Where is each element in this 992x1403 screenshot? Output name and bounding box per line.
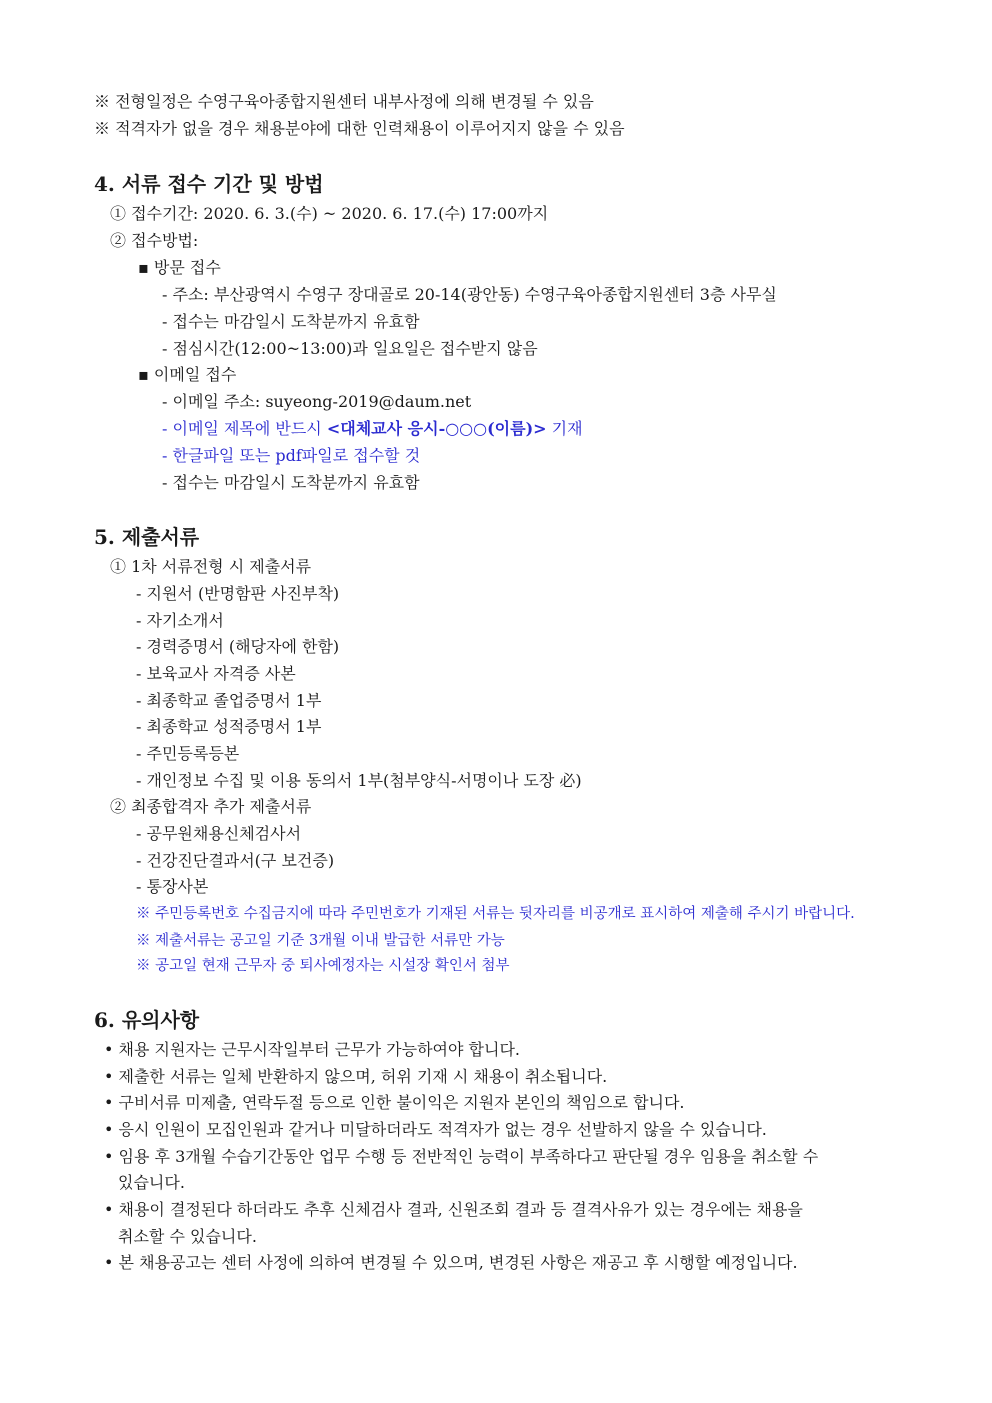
first-round-item: - 보육교사 자격증 사본 — [136, 664, 296, 683]
first-round-item: - 주민등록등본 — [136, 744, 240, 763]
caution-item-continued: 있습니다. — [118, 1173, 185, 1192]
visit-deadline: - 접수는 마감일시 도착분까지 유효함 — [162, 312, 420, 331]
first-round-item: - 최종학교 졸업증명서 1부 — [136, 691, 322, 710]
email-file-format: - 한글파일 또는 pdf파일로 접수할 것 — [162, 446, 421, 465]
email-label: ▪ 이메일 접수 — [138, 365, 237, 384]
first-round-item: - 개인정보 수집 및 이용 동의서 1부(첨부양식-서명이나 도장 必) — [136, 771, 582, 790]
final-round-item: - 통장사본 — [136, 877, 209, 896]
first-round-item: - 자기소개서 — [136, 611, 224, 630]
email-deadline: - 접수는 마감일시 도착분까지 유효함 — [162, 473, 420, 492]
section-5-title: 5. 제출서류 — [94, 525, 200, 549]
visit-address: - 주소: 부산광역시 수영구 장대골로 20-14(광안동) 수영구육아종합지원센터 3층 사무실 — [162, 285, 777, 304]
caution-item: • 채용 지원자는 근무시작일부터 근무가 가능하여야 합니다. — [104, 1040, 520, 1059]
note-issue-date: ※ 제출서류는 공고일 기준 3개월 이내 발급한 서류만 가능 — [136, 933, 505, 949]
first-round-item: - 경력증명서 (해당자에 한함) — [136, 637, 340, 656]
first-round-item: - 지원서 (반명함판 사진부착) — [136, 584, 340, 603]
note-no-qualified: ※ 적격자가 없을 경우 채용분야에 대한 인력채용이 이루어지지 않을 수 있음 — [94, 119, 625, 138]
caution-item: • 채용이 결정된다 하더라도 추후 신체검사 결과, 신원조회 결과 등 결격사유가 있는 경우에는 채용을 — [104, 1200, 803, 1219]
email-subject-rule — [162, 418, 583, 440]
first-round-label: ① 1차 서류전형 시 제출서류 — [110, 557, 312, 576]
section-6-title: 6. 유의사항 — [94, 1008, 200, 1032]
visit-lunch: - 점심시간(12:00~13:00)과 일요일은 접수받지 않음 — [162, 339, 538, 358]
caution-item: • 본 채용공고는 센터 사정에 의하여 변경될 수 있으며, 변경된 사항은 재공고 후 시행할 예정입니다. — [104, 1253, 798, 1272]
caution-item: • 응시 인원이 모집인원과 같거나 미달하더라도 적격자가 없는 경우 선발하지 않을 수 있습니다. — [104, 1120, 767, 1139]
caution-item: • 제출한 서류는 일체 반환하지 않으며, 허위 기재 시 채용이 취소됩니다. — [104, 1067, 608, 1086]
final-round-label: ② 최종합격자 추가 제출서류 — [110, 797, 312, 816]
application-method: ② 접수방법: — [110, 231, 199, 250]
application-period: ① 접수기간: 2020. 6. 3.(수) ~ 2020. 6. 17.(수) 17:00까지 — [110, 204, 549, 223]
email-subject-pre: - 이메일 제목에 반드시 — [162, 419, 327, 438]
final-round-item: - 공무원채용신체검사서 — [136, 824, 302, 843]
email-subject-post: 기재 — [546, 419, 583, 438]
final-round-item: - 건강진단결과서(구 보건증) — [136, 851, 335, 870]
email-address: - 이메일 주소: suyeong-2019@daum.net — [162, 392, 472, 411]
section-4-title: 4. 서류 접수 기간 및 방법 — [94, 172, 324, 196]
caution-item: • 구비서류 미제출, 연락두절 등으로 인한 불이익은 지원자 본인의 책임으로 합니다. — [104, 1093, 685, 1112]
visit-label: ▪ 방문 접수 — [138, 258, 221, 277]
first-round-item: - 최종학교 성적증명서 1부 — [136, 717, 322, 736]
email-subject-format: <대체교사 응시-○○○(이름)> — [326, 419, 547, 438]
note-resident-number: ※ 주민등록번호 수집금지에 따라 주민번호가 기재된 서류는 뒷자리를 비공개로 표시하여 제출해 주시기 바랍니다. — [136, 906, 855, 922]
note-resignation: ※ 공고일 현재 근무자 중 퇴사예정자는 시설장 확인서 첨부 — [136, 958, 510, 974]
caution-item: • 임용 후 3개월 수습기간동안 업무 수행 등 전반적인 능력이 부족하다고 판단될 경우 임용을 취소할 수 — [104, 1147, 819, 1166]
note-schedule: ※ 전형일정은 수영구육아종합지원센터 내부사정에 의해 변경될 수 있음 — [94, 92, 594, 111]
caution-item-continued: 취소할 수 있습니다. — [118, 1227, 257, 1246]
